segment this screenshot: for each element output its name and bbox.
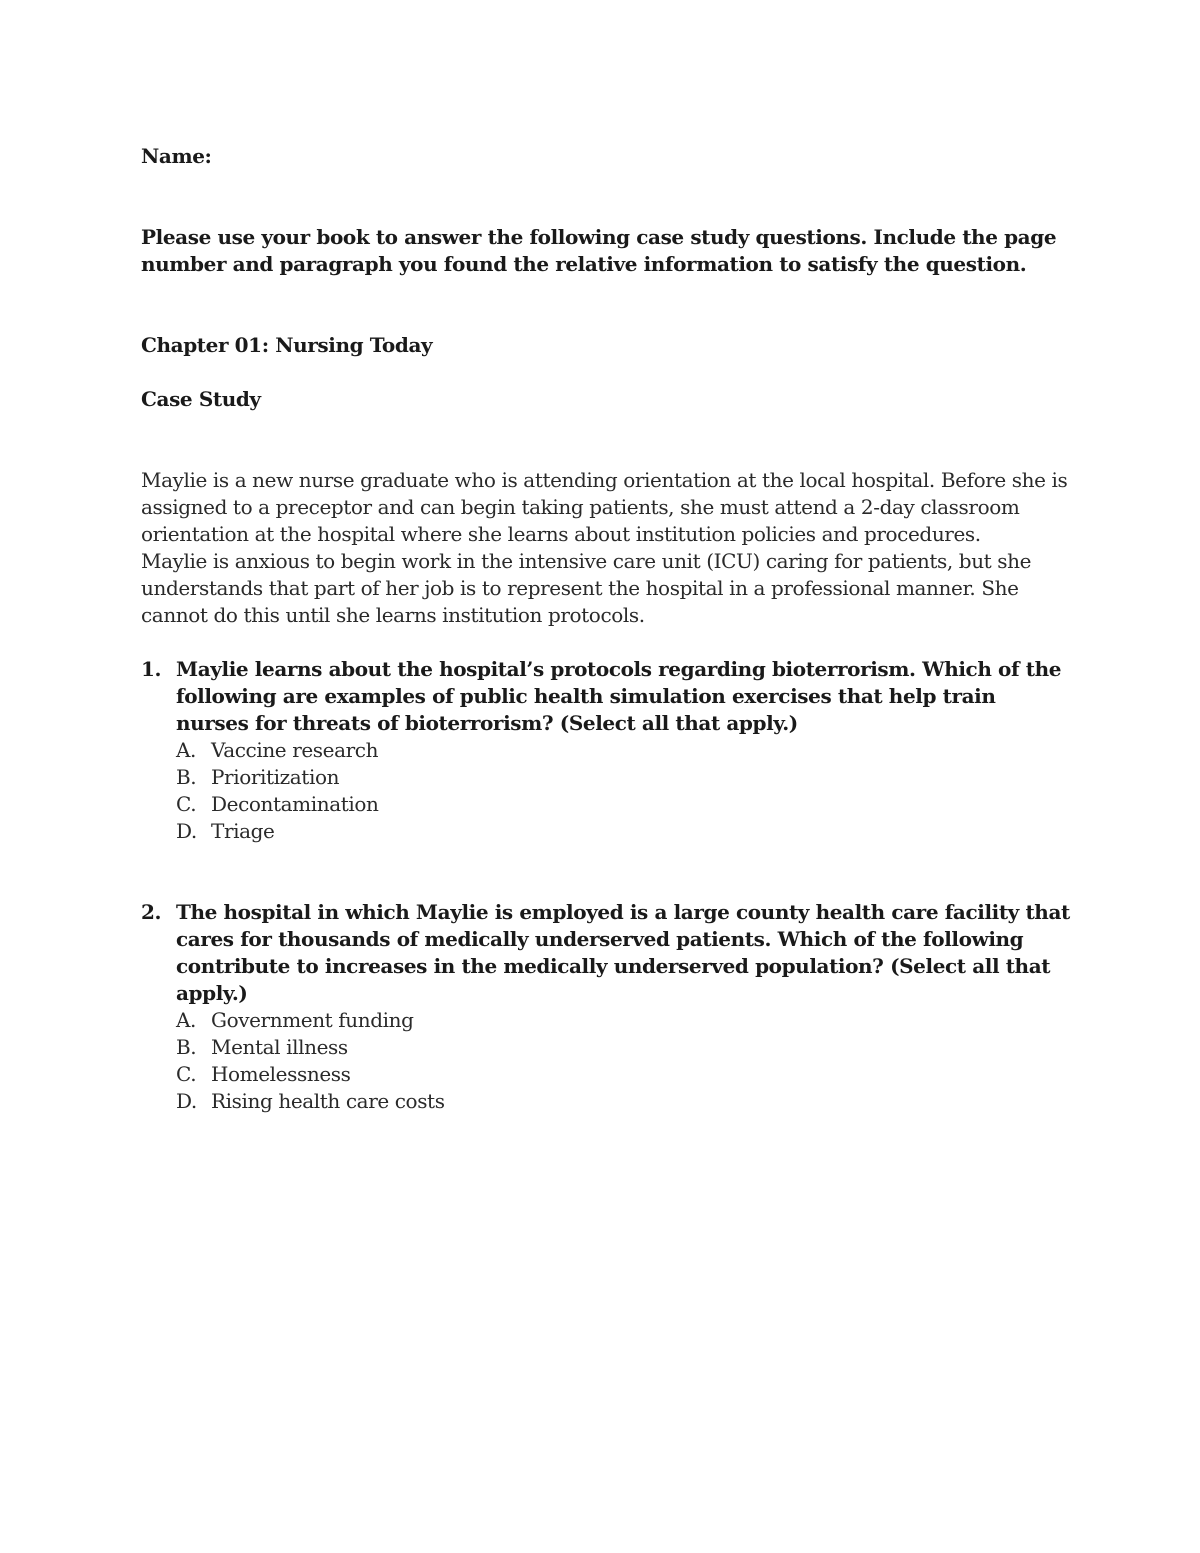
answer-option-d bbox=[176, 1088, 1071, 1115]
question-2 bbox=[141, 899, 1071, 1115]
answer-option-c bbox=[176, 791, 1071, 818]
option-text: Homelessness bbox=[211, 1062, 351, 1086]
option-text: Government funding bbox=[211, 1008, 414, 1032]
chapter-title: Chapter 01: Nursing Today bbox=[141, 333, 433, 357]
option-letter: B. bbox=[176, 765, 197, 789]
option-text: Prioritization bbox=[211, 765, 340, 789]
instructions: Please use your book to answer the following case study questions. Include the page number and paragraph you found the relative information to satisfy the question. bbox=[141, 225, 1057, 276]
question-number: 2. bbox=[141, 900, 162, 924]
answer-option-b bbox=[176, 764, 1071, 791]
answer-options bbox=[176, 737, 1071, 845]
question-text: The hospital in which Maylie is employed is a large county health care facility that cares for thousands of medically underserved patients. Which of the following contribute to increases in the medically underserved population? (Select all that apply.) bbox=[176, 900, 1070, 1005]
option-letter: D. bbox=[176, 819, 197, 843]
option-text: Rising health care costs bbox=[211, 1089, 445, 1113]
option-letter: D. bbox=[176, 1089, 197, 1113]
option-text: Vaccine research bbox=[211, 738, 379, 762]
option-text: Mental illness bbox=[211, 1035, 348, 1059]
scenario-paragraph-1: Maylie is a new nurse graduate who is attending orientation at the local hospital. Before she is assigned to a preceptor and can begin taking patients, she must attend a 2-day classroom orientation at the hospital where she learns about institution policies and procedures. bbox=[141, 468, 1068, 546]
option-letter: A. bbox=[176, 738, 197, 762]
question-1 bbox=[141, 656, 1071, 845]
answer-option-a bbox=[176, 1007, 1071, 1034]
answer-option-d bbox=[176, 818, 1071, 845]
case-study-heading: Case Study bbox=[141, 387, 261, 411]
question-number: 1. bbox=[141, 657, 162, 681]
answer-option-c bbox=[176, 1061, 1071, 1088]
option-letter: C. bbox=[176, 792, 197, 816]
answer-option-a bbox=[176, 737, 1071, 764]
name-label: Name: bbox=[141, 144, 212, 168]
answer-option-b bbox=[176, 1034, 1071, 1061]
case-scenario bbox=[141, 467, 1071, 629]
option-letter: B. bbox=[176, 1035, 197, 1059]
option-text: Triage bbox=[211, 819, 275, 843]
option-letter: C. bbox=[176, 1062, 197, 1086]
scenario-paragraph-2: Maylie is anxious to begin work in the intensive care unit (ICU) caring for patients, but she understands that part of her job is to represent the hospital in a professional manner. She cannot do this until she learns institution protocols. bbox=[141, 549, 1032, 627]
option-text: Decontamination bbox=[211, 792, 379, 816]
answer-options bbox=[176, 1007, 1071, 1115]
option-letter: A. bbox=[176, 1008, 197, 1032]
question-text: Maylie learns about the hospital’s protocols regarding bioterrorism. Which of the following are examples of public health simulation exercises that help train nurses for threats of bioterrorism? (Select all that apply.) bbox=[176, 657, 1062, 735]
